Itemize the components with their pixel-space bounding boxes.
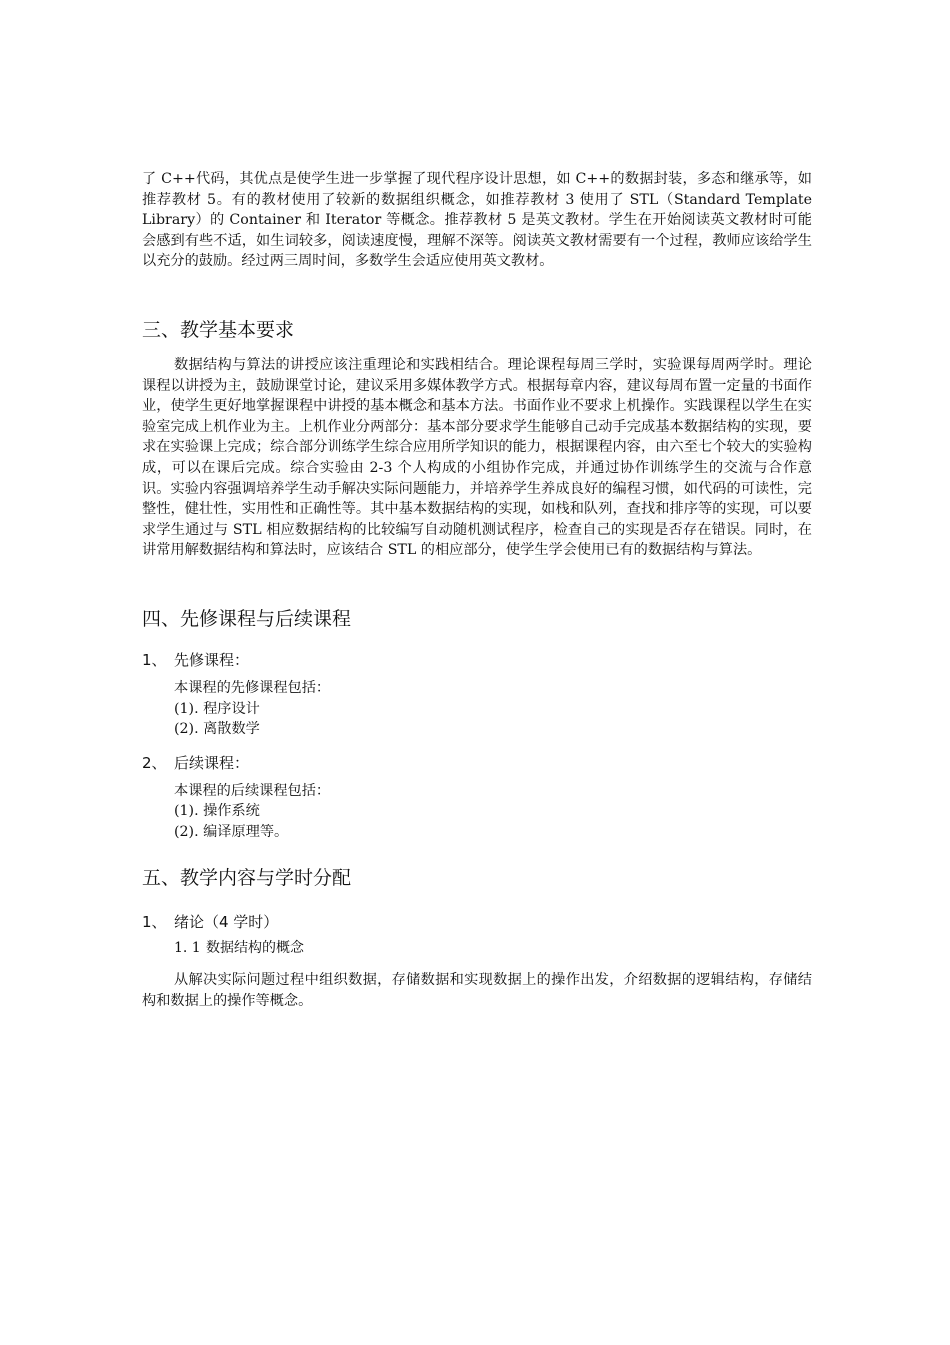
prerequisite-item: (1). 程序设计	[174, 700, 260, 717]
followup-list	[142, 781, 812, 843]
followup-title: 后续课程：	[174, 753, 250, 772]
prerequisite-list	[142, 678, 812, 740]
prerequisite-item: (2). 离散数学	[174, 721, 260, 738]
introduction-paragraph: 从解决实际问题过程中组织数据，存储数据和实现数据上的操作出发，介绍数据的逻辑结构，存储结构和数据上的操作等概念。	[142, 972, 812, 1010]
section-4-heading: 四、先修课程与后续课程	[142, 607, 352, 630]
document-page	[142, 169, 812, 1012]
prerequisite-number: 1、	[142, 650, 167, 669]
prerequisite-intro: 本课程的先修课程包括：	[174, 679, 331, 696]
prerequisite-heading	[142, 650, 812, 670]
followup-heading	[142, 753, 812, 773]
introduction-number: 1、	[142, 913, 167, 932]
concept-title: 数据结构的概念	[206, 940, 304, 957]
section-3-paragraph: 数据结构与算法的讲授应该注重理论和实践相结合。理论课程每周三学时，实验课每周两学时。理论课程以讲授为主，鼓励课堂讨论，建议采用多媒体教学方式。根据每章内容，建议每周布置一定量的书面作业，使学生更好地掌握课程中讲授的基本概念和基本方法。书面作业不要求上机操作。实践课程以学生在实验室完成上机作业为主。上机作业分两部分：基本部分要求学生能够自己动手完成基本数据结构的实现，要求在实验课上完成；综合部分训练学生综合应用所学知识的能力，根据课程内容，由六至七个较大的实验构成，可以在课后完成。综合实验由 2-3 个人构成的小组协作完成，并通过协作训练学生的交流与合作意识。实验内容强调培养学生动手解决实际问题能力，并培养学生养成良好的编程习惯，如代码的可读性，完整性，健壮性，实用性和正确性等。其中基本数据结构的实现，如栈和队列，查找和排序等的实现，可以要求学生通过与 STL 相应数据结构的比较编写自动随机测试程序，检查自己的实现是否存在错误。同时，在讲常用解数据结构和算法时，应该结合 STL 的相应部分，使学生学会使用已有的数据结构与算法。	[142, 356, 812, 559]
section-3-heading: 三、教学基本要求	[142, 318, 295, 341]
introduction-heading	[142, 912, 812, 932]
concept-subheading	[142, 938, 812, 958]
followup-item: (1). 操作系统	[174, 803, 260, 820]
section-5-heading: 五、教学内容与学时分配	[142, 867, 352, 890]
continued-paragraph: 了 C++代码，其优点是使学生进一步掌握了现代程序设计思想，如 C++的数据封装，多态和继承等，如推荐教材 5。有的教材使用了较新的数据组织概念，如推荐教材 3 使用了 STL（Standard Template Library）的 Container 和 Iterator 等概念。推荐教材 5 是英文教材。学生在开始阅读英文教材时可能会感到有些不适，如生词较多，阅读速度慢，理解不深等。阅读英文教材需要有一个过程，教师应该给学生以充分的鼓励。经过两三周时间，多数学生会适应使用英文教材。	[142, 171, 812, 270]
followup-intro: 本课程的后续课程包括：	[174, 782, 331, 799]
followup-item: (2). 编译原理等。	[174, 823, 289, 840]
followup-number: 2、	[142, 753, 167, 772]
prerequisite-title: 先修课程：	[174, 650, 250, 669]
concept-number: 1. 1	[174, 940, 201, 957]
introduction-title: 绪论（4 学时）	[174, 913, 279, 932]
